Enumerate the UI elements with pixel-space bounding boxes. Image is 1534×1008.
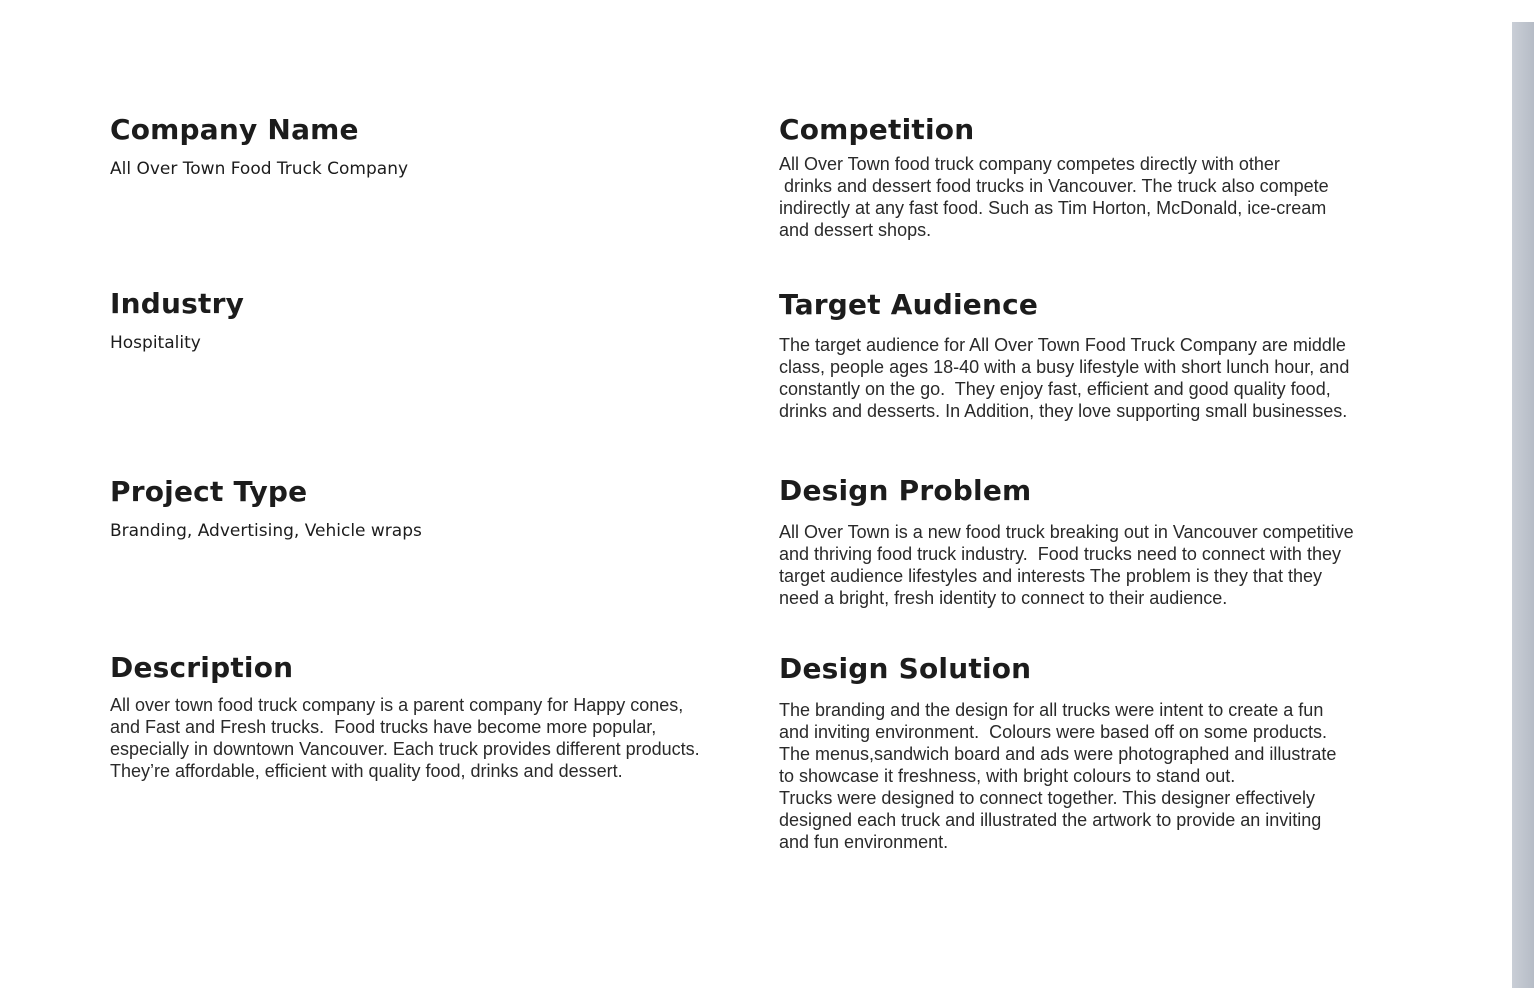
- competition-line: All Over Town food truck company competes directly with other: [779, 154, 1280, 174]
- target-audience-line: drinks and desserts. In Addition, they love supporting small businesses.: [779, 401, 1348, 421]
- target-audience-line: constantly on the go. They enjoy fast, efficient and good quality food,: [779, 379, 1331, 399]
- description-section: [110, 651, 700, 782]
- design-problem-section: [779, 474, 1354, 609]
- industry-value: Hospitality: [110, 333, 201, 353]
- design-solution-line: Trucks were designed to connect together. This designer effectively: [779, 788, 1315, 808]
- target-audience-heading: Target Audience: [779, 288, 1039, 321]
- description-heading: Description: [110, 651, 294, 684]
- design-problem-line: and thriving food truck industry. Food trucks need to connect with they: [779, 544, 1341, 564]
- description-line: especially in downtown Vancouver. Each truck provides different products.: [110, 739, 700, 759]
- design-solution-section: [779, 652, 1336, 853]
- industry-heading: Industry: [110, 287, 245, 320]
- design-problem-text: [779, 521, 1354, 609]
- target-audience-line: class, people ages 18-40 with a busy lifestyle with short lunch hour, and: [779, 357, 1350, 377]
- description-text: [110, 694, 700, 782]
- design-solution-line: to showcase it freshness, with bright colours to stand out.: [779, 766, 1236, 786]
- description-line: and Fast and Fresh trucks. Food trucks have become more popular,: [110, 717, 657, 737]
- design-solution-line: designed each truck and illustrated the artwork to provide an inviting: [779, 810, 1322, 830]
- description-line: All over town food truck company is a parent company for Happy cones,: [110, 695, 684, 715]
- design-problem-line: need a bright, fresh identity to connect to their audience.: [779, 588, 1228, 608]
- competition-text: [779, 153, 1329, 241]
- design-solution-text: [779, 699, 1336, 853]
- target-audience-line: The target audience for All Over Town Food Truck Company are middle: [779, 335, 1346, 355]
- competition-line: and dessert shops.: [779, 220, 932, 240]
- industry-section: [110, 287, 244, 354]
- company-name-value: All Over Town Food Truck Company: [110, 159, 409, 179]
- competition-line: drinks and dessert food trucks in Vancouver. The truck also compete: [779, 176, 1329, 196]
- competition-section: [779, 113, 1329, 241]
- page-edge-strip: [1512, 22, 1534, 988]
- target-audience-text: [779, 334, 1349, 422]
- competition-heading: Competition: [779, 113, 975, 146]
- design-problem-line: All Over Town is a new food truck breaking out in Vancouver competitive: [779, 522, 1354, 542]
- design-solution-line: and inviting environment. Colours were based off on some products.: [779, 722, 1327, 742]
- design-problem-line: target audience lifestyles and interests The problem is they that they: [779, 566, 1322, 586]
- project-type-value: Branding, Advertising, Vehicle wraps: [110, 521, 422, 541]
- design-solution-line: The menus,sandwich board and ads were photographed and illustrate: [779, 744, 1337, 764]
- company-name-section: [110, 113, 408, 180]
- competition-line: indirectly at any fast food. Such as Tim Horton, McDonald, ice-cream: [779, 198, 1327, 218]
- project-type-section: [110, 475, 422, 542]
- description-line: They’re affordable, efficient with quality food, drinks and dessert.: [110, 761, 623, 781]
- company-name-heading: Company Name: [110, 113, 359, 146]
- design-solution-line: The branding and the design for all trucks were intent to create a fun: [779, 700, 1324, 720]
- target-audience-section: [779, 288, 1349, 422]
- design-solution-line: and fun environment.: [779, 832, 949, 852]
- design-solution-heading: Design Solution: [779, 652, 1032, 685]
- project-type-heading: Project Type: [110, 475, 308, 508]
- design-problem-heading: Design Problem: [779, 474, 1032, 507]
